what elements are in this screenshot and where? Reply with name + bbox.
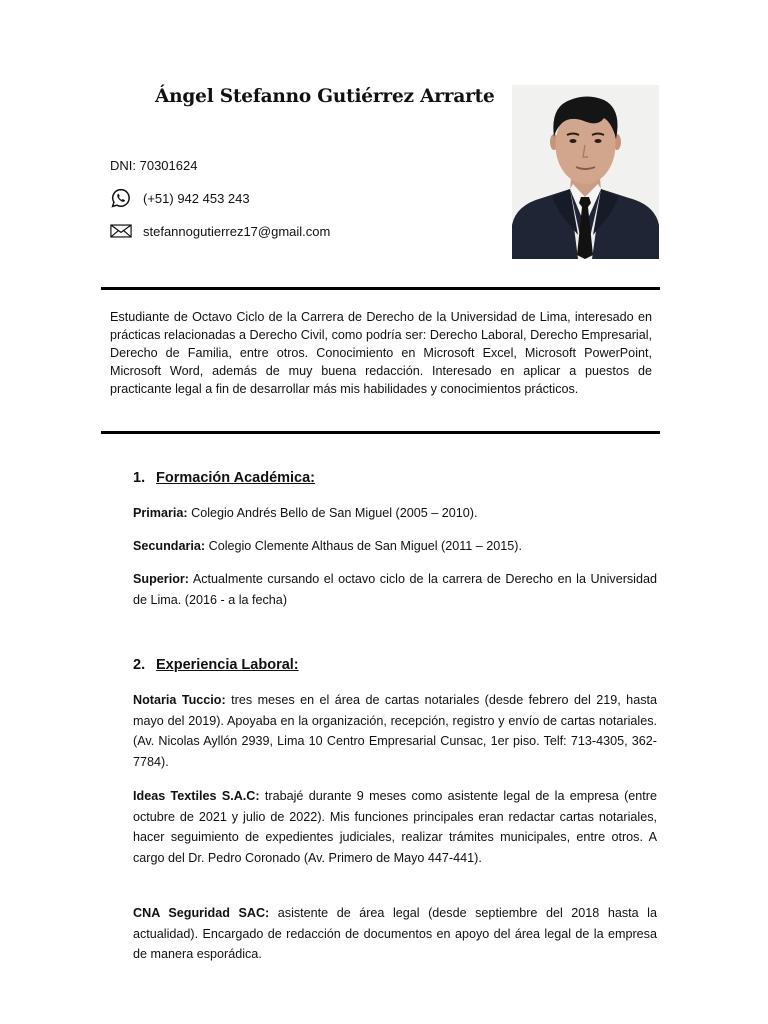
email-address: stefannogutierrez17@gmail.com bbox=[143, 223, 331, 239]
divider-top bbox=[101, 287, 660, 290]
dni-number: DNI: 70301624 bbox=[110, 158, 198, 173]
experience-item-label: Ideas Textiles S.A.C: bbox=[133, 789, 260, 803]
education-item-label: Primaria: bbox=[133, 506, 188, 520]
education-heading bbox=[133, 470, 315, 486]
experience-item-text: trabajé durante 9 meses como asistente legal de la empresa (entre octubre de 2021 y julio de 2022). Mis funciones principales eran redactar cartas notariales, hacer seguimiento de expedientes judiciales, realizar trámites municipales, entre otros. A cargo del Dr. Pedro Coronado (Av. Primero de Mayo 447-441). bbox=[133, 789, 657, 866]
education-title: Formación Académica: bbox=[156, 470, 316, 486]
phone-contact bbox=[110, 188, 250, 208]
education-item-text: Actualmente cursando el octavo ciclo de la carrera de Derecho en la Universidad de Lima. (2016 - a la fecha) bbox=[133, 572, 657, 607]
education-item-text: Colegio Andrés Bello de San Miguel (2005 – 2010). bbox=[187, 506, 478, 520]
experience-item-text: tres meses en el área de cartas notariales (desde febrero del 219, hasta mayo del 2019). Apoyaba en la organización, recepción, registro y envío de cartas notariales. (Av. Nicolas Ayllón 2939, Lima 10 Centro Empresarial Cunsac, 1er piso. Telf: 713-4305, 362-7784). bbox=[133, 693, 657, 770]
education-item-text: Colegio Clemente Althaus de San Miguel (2011 – 2015). bbox=[205, 539, 523, 553]
profile-summary: Estudiante de Octavo Ciclo de la Carrera de Derecho de la Universidad de Lima, interesado en prácticas relacionadas a Derecho Civil, como podría ser: Derecho Laboral, Derecho Empresarial, Derecho de Familia, entre otros. Conocimiento en Microsoft Excel, Microsoft PowerPoint, Microsoft Word, además de muy buena redacción. Interesado en aplicar a puestos de practicante legal a fin de desarrollar más mis habilidades y conocimientos prácticos. bbox=[110, 310, 652, 396]
education-number: 1. bbox=[133, 470, 146, 486]
experience-item bbox=[133, 690, 657, 773]
education-item-label: Superior: bbox=[133, 572, 189, 586]
divider-bottom bbox=[101, 431, 660, 434]
experience-item bbox=[133, 786, 657, 869]
education-item-label: Secundaria: bbox=[133, 539, 206, 553]
envelope-icon bbox=[110, 221, 132, 241]
email-contact bbox=[110, 221, 330, 241]
experience-number: 2. bbox=[133, 657, 146, 673]
experience-heading bbox=[133, 657, 299, 673]
experience-item-text: asistente de área legal (desde septiembre del 2018 hasta la actualidad). Encargado de redacción de documentos en apoyo del área legal de la empresa de manera esporádica. bbox=[133, 906, 657, 962]
candidate-name: Ángel Stefanno Gutiérrez Arrarte bbox=[155, 86, 495, 107]
experience-item-label: Notaria Tuccio: bbox=[133, 693, 226, 707]
education-item bbox=[133, 536, 657, 557]
whatsapp-icon bbox=[110, 188, 132, 208]
education-item bbox=[133, 503, 657, 524]
education-item bbox=[133, 569, 657, 610]
profile-photo bbox=[512, 85, 659, 259]
experience-title: Experiencia Laboral: bbox=[156, 657, 299, 673]
phone-number: (+51) 942 453 243 bbox=[143, 190, 250, 206]
experience-item-label: CNA Seguridad SAC: bbox=[133, 906, 270, 920]
experience-item bbox=[133, 903, 657, 965]
